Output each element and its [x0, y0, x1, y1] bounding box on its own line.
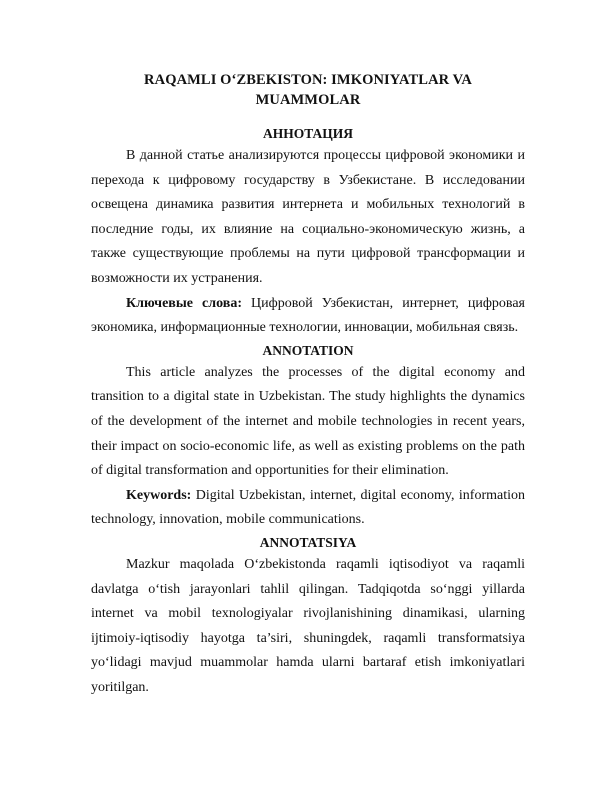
abstract-ru: В данной статье анализируются процессы цифровой экономики и перехода к цифровому государству в Узбекистане. В исследовании освещена динамика развития интернета и мобильных технологий в последние годы, их влияние на социально-экономическую жизнь, а также существующие проблемы на пути цифровой трансформации и возможности их устранения.: [91, 148, 525, 286]
abstract-uz: Mazkur maqolada O‘zbekistonda raqamli iqtisodiyot va raqamli davlatga o‘tish jarayonlari tahlil qilingan. Tadqiqotda so‘nggi yillarda internet va mobil texnologiyalar rivojlanishining dinamikasi, ularning ijtimoiy-iqtisodiy hayotga ta’siri, shuningdek, raqamli transformatsiya yo‘lidagi mavjud muammolar hamda ularni bartaraf etish imkoniyatlari yoritilgan.: [91, 556, 525, 695]
keywords-label-ru: Ключевые слова:: [126, 295, 242, 311]
keywords-text-ru: Цифровой Узбекистан, интернет, цифровая экономика, информационные технологии, инновации, мобильная связь.: [91, 295, 525, 336]
paper-title: RAQAMLI O‘ZBEKISTON: IMKONIYATLAR VA MUAMMOLAR: [144, 72, 472, 108]
section-heading-ru: АННОТАЦИЯ: [262, 126, 354, 141]
paper-page: [91, 70, 525, 700]
keywords-ru: [91, 292, 525, 341]
keywords-text-en: Digital Uzbekistan, internet, digital economy, information technology, innovation, mobile communications.: [91, 487, 525, 528]
section-heading-uz: ANNOTATSIYA: [259, 534, 357, 550]
abstract-en: This article analyzes the processes of the digital economy and transition to a digital state in Uzbekistan. The study highlights the dynamics of the development of the internet and mobile technologies in recent years, their impact on socio-economic life, as well as existing problems on the path of digital transformation and opportunities for their elimination.: [91, 364, 525, 479]
keywords-en: [91, 484, 525, 533]
section-heading-en: ANNOTATION: [262, 342, 354, 358]
keywords-label-en: Keywords:: [126, 487, 192, 503]
